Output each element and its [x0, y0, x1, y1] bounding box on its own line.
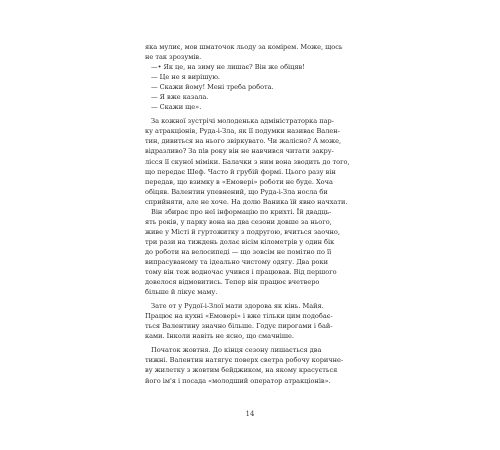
text-line: передав, що взимку в «Емоверi» роботи не буде. Хоча	[145, 177, 333, 186]
text-line: випрасуваному та ідеально чистому одягу. Два роки	[145, 257, 328, 266]
text-line: яка мулиє, мов шматочок льоду за комірем. Може, щось	[145, 43, 343, 51]
text-line: сприйняти, але не хоче. На долю Ваника їй явно начхати.	[145, 197, 348, 206]
text-line: Він збирає про неї інформацію по крихті. Їй двадць-	[151, 207, 332, 216]
dialogue-line: — Скажи ще».	[151, 103, 202, 112]
text-line: обіцяв. Валентин упевнений, що Руда-і-Зла носла би	[145, 187, 328, 196]
text-line: ять років, у парку вона на два сезони довше за нього,	[145, 217, 332, 226]
dialogue-line: — Це не я вирішую.	[151, 73, 221, 82]
text-line: довелося відмовитись. Тепер він працює вчетверо	[145, 278, 320, 287]
text-line: За кожної зустрічі молоденька адміністраторка пар-	[151, 117, 334, 126]
text-line: тому він теж водночас учився і працював. Від першого	[145, 268, 337, 277]
paragraph	[145, 207, 360, 297]
text-line: ками. Інколи навіть не ясно, що смачніше.	[145, 332, 294, 341]
text-line: Працює на кухні «Емоверi» і вже тільки цим подобає-	[145, 312, 333, 321]
text-line: ться Валентину значно більше. Годує пирогами і бай-	[145, 322, 333, 331]
text-line: Зате от у Рудої-і-Злої мати здорова як кінь. Майя.	[151, 302, 324, 311]
paragraph	[145, 301, 360, 341]
text-line: більше й лікує маму.	[145, 288, 218, 297]
text-line: тижні. Валентин натягує поверх светра робочу коричне-	[145, 356, 344, 365]
text-line: три рази на тиждень долає вісім кілометрів у один бік	[145, 237, 335, 246]
text-line: ку атракціонів, Руда-і-Зла, як її подумки називає Вален-	[145, 127, 340, 136]
text-line: тин, дивиться на нього звіркувато. Чи жалісно? А може,	[145, 137, 342, 146]
text-line: ву жилетку з жовтим бейджиком, на якому красується	[145, 366, 338, 375]
paragraph	[145, 345, 360, 385]
text-line: лісся її скуної міміки. Балачки з ним вона зводить до того,	[145, 157, 350, 166]
text-line: до роботи на велосипеді — що зовсім не помітно по її	[145, 247, 332, 256]
dialogue-line: — Я вже казала.	[151, 93, 209, 102]
paragraph	[145, 116, 360, 206]
text-line: відразливо? За пів року він не навчився читати закру-	[145, 147, 334, 156]
text-line: не так зрозумів.	[145, 53, 202, 62]
text-line: що передає Шеф. Часто й грубій формі. Цього разу він	[145, 167, 336, 176]
dialogue-line: —• Як це, на зиму не лишає? Він же обіцяв!	[151, 63, 305, 72]
text-line: живе у Місті й гуртожитку з подругою, вчиться заочно,	[145, 227, 340, 236]
page-text	[145, 42, 360, 386]
text-line: його ім'я і посада «молодший оператор атракціонів».	[145, 376, 331, 385]
dialogue-line: — Скажи йому! Мені треба робота.	[151, 83, 274, 92]
text-line: Початок жовтня. До кінця сезону лишається два	[151, 346, 322, 355]
page-number: 14	[245, 410, 255, 418]
